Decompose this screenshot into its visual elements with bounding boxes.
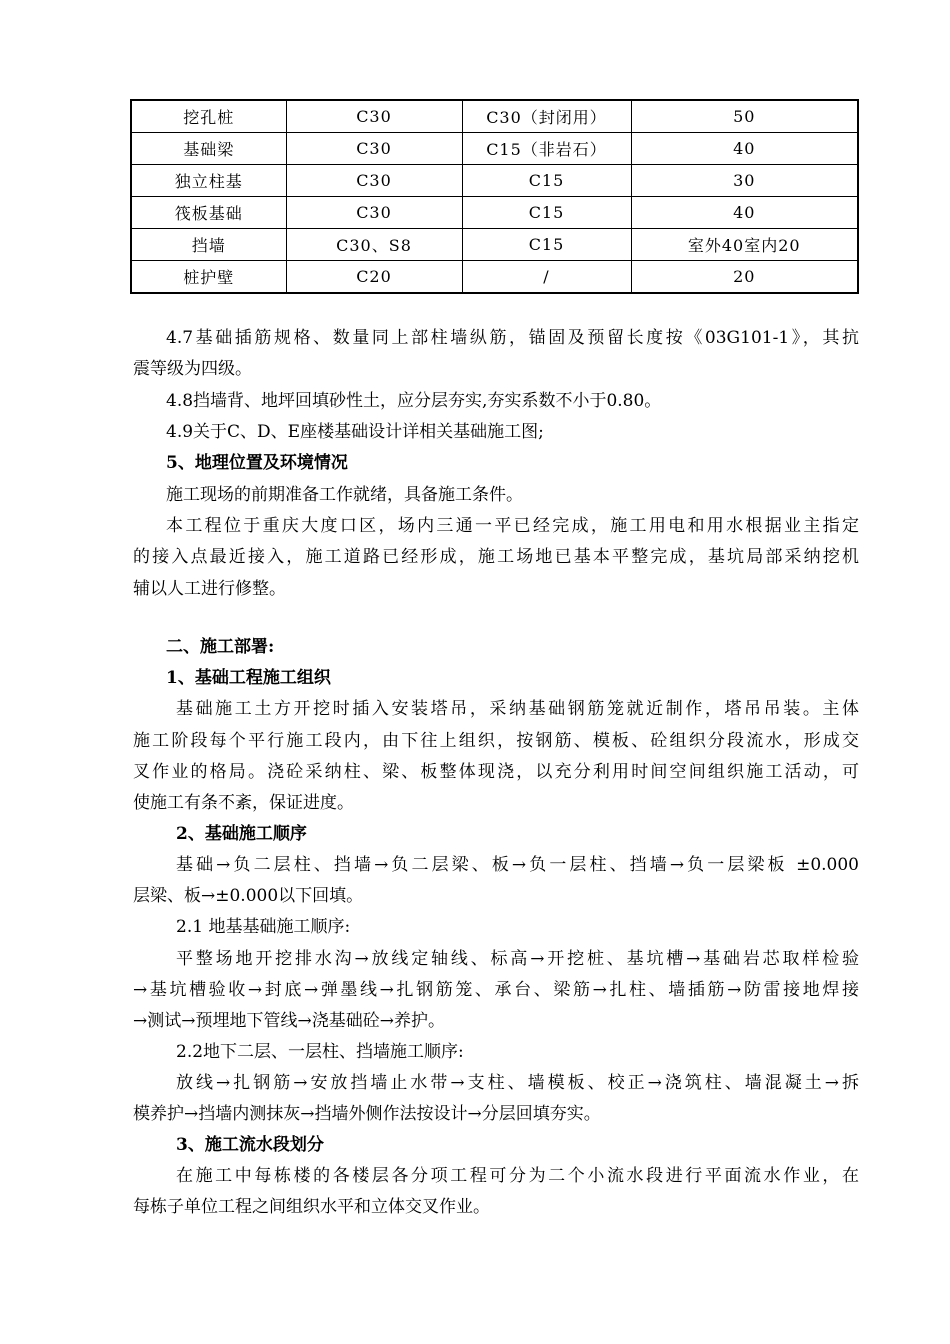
table-row	[131, 261, 858, 294]
table-cell: 筏板基础	[131, 197, 286, 229]
concrete-spec-table	[130, 99, 859, 294]
paragraph-3: 在施工中每栋楼的各楼层各分项工程可分为二个小流水段进行平面流水作业，在	[176, 1166, 859, 1186]
table-cell: C30	[286, 100, 462, 133]
paragraph-1-cont: 施工阶段每个平行施工段内，由下往上组织，按钢筋、模板、砼组织分段流水，形成交	[133, 731, 859, 751]
paragraph-2-1-cont: →基坑槽验收→封底→弹墨线→扎钢筋笼、承台、梁筋→扎柱、墙插筋→防雷接地焊接	[133, 980, 859, 1000]
table-cell: 挖孔桩	[131, 100, 286, 133]
heading-2-2-2: 2.2地下二层、一层柱、挡墙施工顺序:	[176, 1042, 464, 1062]
paragraph-1-end: 使施工有条不紊，保证进度。	[133, 793, 354, 813]
table-row	[131, 100, 858, 133]
table-cell: C15	[462, 165, 631, 197]
paragraph-4-7-cont: 震等级为四级。	[133, 359, 252, 379]
paragraph-1: 基础施工土方开挖时插入安装塔吊，采纳基础钢筋笼就近制作，塔吊吊装。主体	[176, 699, 859, 719]
paragraph-2-2: 放线→扎钢筋→安放挡墙止水带→支柱、墙模板、校正→浇筑柱、墙混凝土→拆	[176, 1073, 859, 1093]
table-cell: 桩护壁	[131, 261, 286, 294]
heading-2-1: 1、基础工程施工组织	[166, 668, 331, 688]
paragraph-2: 基础→负二层柱、挡墙→负二层梁、板→负一层柱、挡墙→负一层梁板 ±0.000	[176, 855, 859, 875]
table-cell: 独立柱基	[131, 165, 286, 197]
table-cell: 20	[631, 261, 858, 294]
table-cell: C15（非岩石）	[462, 133, 631, 165]
paragraph-5-2-end: 辅以人工进行修整。	[133, 579, 286, 599]
paragraph-1-cont: 叉作业的格局。浇砼采纳柱、梁、板整体现浇，以充分利用时间空间组织施工活动，可	[133, 762, 859, 782]
paragraph-4-8: 4.8挡墙背、地坪回填砂性土，应分层夯实,夯实系数不小于0.80。	[166, 391, 662, 411]
paragraph-2-end: 层梁、板→±0.000以下回填。	[133, 886, 364, 906]
table-cell: C30	[286, 165, 462, 197]
table-cell: 30	[631, 165, 858, 197]
table-row	[131, 133, 858, 165]
paragraph-2-2-end: 模养护→挡墙内测抹灰→挡墙外侧作法按设计→分层回填夯实。	[133, 1104, 601, 1124]
heading-2-3: 3、施工流水段划分	[176, 1135, 324, 1155]
table-cell: C15	[462, 229, 631, 261]
paragraph-2-1-end: →测试→预埋地下管线→浇基础砼→养护。	[133, 1011, 445, 1031]
table-cell: 室外40室内20	[631, 229, 858, 261]
paragraph-4-9: 4.9关于C、D、E座楼基础设计详相关基础施工图;	[166, 422, 544, 442]
heading-section-5: 5、地理位置及环境情况	[166, 453, 348, 473]
table-cell: /	[462, 261, 631, 294]
table-cell: C30	[286, 133, 462, 165]
table-row	[131, 165, 858, 197]
table-row	[131, 197, 858, 229]
table-row	[131, 229, 858, 261]
table-cell: 挡墙	[131, 229, 286, 261]
heading-part-2: 二、施工部署:	[166, 637, 275, 657]
table-cell: C15	[462, 197, 631, 229]
heading-2-2-1: 2.1 地基基础施工顺序:	[176, 917, 351, 937]
table-cell: 40	[631, 133, 858, 165]
table-cell: C30	[286, 197, 462, 229]
table-cell: C30（封闭用）	[462, 100, 631, 133]
heading-2-2: 2、基础施工顺序	[176, 824, 307, 844]
paragraph-5-2: 本工程位于重庆大度口区，场内三通一平已经完成，施工用电和用水根据业主指定	[166, 516, 859, 536]
table-cell: 基础梁	[131, 133, 286, 165]
table-cell: 40	[631, 197, 858, 229]
paragraph-5-1: 施工现场的前期准备工作就绪，具备施工条件。	[166, 485, 523, 505]
paragraph-5-2-cont: 的接入点最近接入，施工道路已经形成，施工场地已基本平整完成，基坑局部采纳挖机	[133, 547, 859, 567]
table-cell: C30、S8	[286, 229, 462, 261]
paragraph-3-end: 每栋子单位工程之间组织水平和立体交叉作业。	[133, 1197, 490, 1217]
paragraph-2-1: 平整场地开挖排水沟→放线定轴线、标高→开挖桩、基坑槽→基础岩芯取样检验	[176, 949, 859, 969]
paragraph-4-7: 4.7基础插筋规格、数量同上部柱墙纵筋，锚固及预留长度按《03G101-1》，其抗	[166, 328, 859, 348]
table-cell: 50	[631, 100, 858, 133]
table-cell: C20	[286, 261, 462, 294]
